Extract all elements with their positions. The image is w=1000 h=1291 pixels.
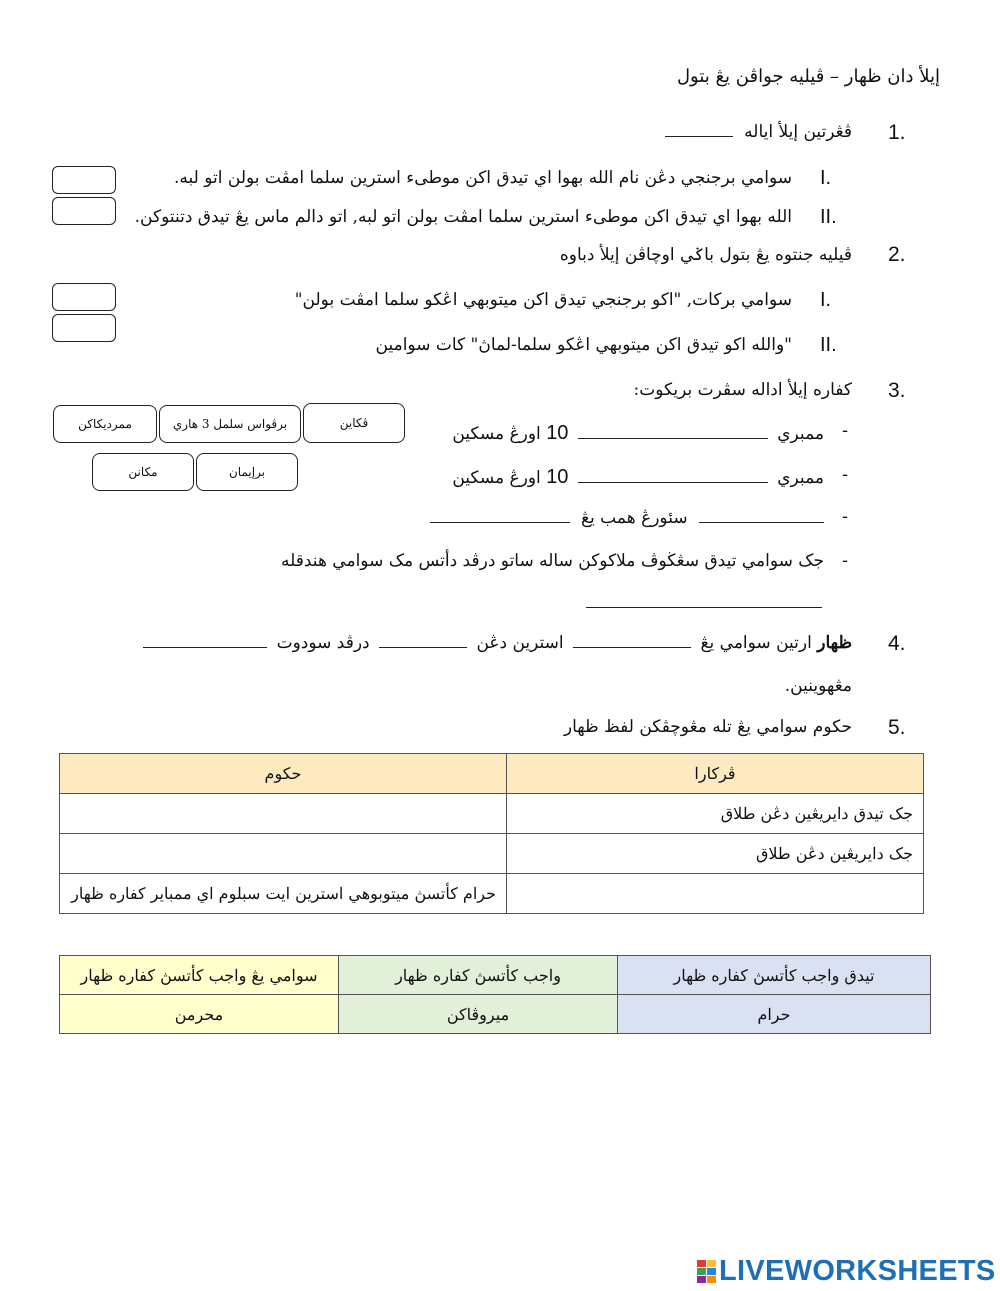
q2-item1-answer-box[interactable] (52, 283, 116, 311)
q2-item1-text: سوامي برکات, "اکو برجنجي تيدق اکن ميتوبهي اڠکو سلما امڤت بولن" (294, 290, 792, 310)
q3-line4-text: جک سوامي تيدق سڠڬوڤ ملاکوکن ساله ساتو درڤد دأتس مک سوامي هندقله (281, 551, 824, 571)
table-row (60, 834, 924, 874)
q1-item2-roman: II. (820, 206, 837, 228)
hukum-table (59, 753, 924, 914)
q3-prompt: کفاره إيلأ اداله سڤرت بريکوت: (633, 380, 852, 400)
hukum-table-header (60, 754, 924, 794)
q3-line1-count: 10 (546, 422, 569, 444)
options-header-row (60, 956, 931, 995)
row2-perkara: جک دايريڠين دڠن طلاق (507, 834, 924, 874)
q2-item1-roman: I. (820, 289, 832, 311)
q2-item2-roman: II. (820, 334, 837, 356)
q3-bullet-3: - (842, 506, 849, 527)
q4-sentence (143, 633, 852, 653)
row2-hukum-drop-target[interactable] (60, 834, 507, 874)
row3-perkara-drop-target[interactable] (507, 874, 924, 914)
q3-line3-middle: سئورڠ همب يڠ (581, 508, 688, 528)
q3-bullet-1: - (842, 420, 849, 441)
q1-item1-roman: I. (820, 167, 832, 189)
q4-continuation: مڠهوينين. (784, 676, 852, 696)
q2-number: 2. (888, 243, 906, 266)
q4-text-a: ارتين سوامي يڠ (700, 633, 812, 653)
q3-line3-blank-b[interactable] (430, 521, 570, 523)
q3-line1-label: ممبري (777, 424, 824, 444)
q3-line-3 (430, 508, 824, 528)
q2-item2-text: "والله اکو تيدق اکن ميتوبهي اڠکو سلما-لماڽ" کات سوامين (375, 335, 792, 355)
q5-prompt: حکوم سوامي يڠ تله مڠوچڤکن لفظ ظهار (563, 717, 852, 737)
row1-hukum-drop-target[interactable] (60, 794, 507, 834)
logo-text: LIVEWORKSHEETS (719, 1255, 996, 1287)
choice-food[interactable]: مکانن (92, 453, 194, 491)
q2-prompt: ڤيليه جنتوه يڠ بتول باݢي اوچاڤن إيلأ دباوه (559, 245, 852, 265)
q3-number: 3. (888, 379, 906, 402)
q3-bullet-4: - (842, 550, 849, 571)
q1-number: 1. (888, 121, 906, 144)
q4-blank-3[interactable] (143, 646, 267, 648)
q3-line4-blank[interactable] (586, 606, 822, 608)
q1-prompt-text: ڤڠرتين إيلأ اياله (744, 122, 852, 142)
q3-line-1 (452, 422, 824, 445)
q5-number: 5. (888, 716, 906, 739)
q3-line-2 (452, 466, 824, 489)
header-hukum: حکوم (60, 754, 507, 794)
table-row (60, 874, 924, 914)
opt-header-3: سوامي يڠ واجب کأتسڽ کفاره ظهار (60, 956, 339, 995)
choice-free-slave[interactable]: ممرديکاکن (53, 405, 157, 443)
opt-value-mahram[interactable]: محرمن (60, 995, 339, 1034)
choice-believer[interactable]: برإيمان (196, 453, 298, 491)
liveworksheets-logo (697, 1255, 996, 1288)
header-perkara: ڤرکارا (507, 754, 924, 794)
options-table (59, 955, 931, 1034)
q1-item2-text: الله بهوا اي تيدق اکن موطىء استرين سلما امڤت بولن اتو لبه, اتو دالم ماس يڠ تيدق دتنتوکن. (134, 207, 792, 227)
opt-value-merupakan[interactable]: ميروڤاکن (339, 995, 618, 1034)
table-row (60, 794, 924, 834)
q3-line2-label: ممبري (777, 468, 824, 488)
q3-line2-suffix: اورڠ مسکين (452, 468, 541, 488)
logo-icon (697, 1260, 716, 1283)
q4-bold-word: ظهار (817, 633, 852, 653)
q1-prompt (665, 122, 852, 142)
row1-perkara: جک تيدق دايريڠين دڠن طلاق (507, 794, 924, 834)
q3-line3-blank-a[interactable] (699, 521, 824, 523)
opt-header-2: واجب کأتسڽ کفاره ظهار (339, 956, 618, 995)
q3-line2-blank[interactable] (578, 481, 768, 483)
options-value-row (60, 995, 931, 1034)
opt-header-1: تيدق واجب کأتسڽ کفاره ظهار (618, 956, 931, 995)
q3-bullet-2: - (842, 464, 849, 485)
q4-blank-2[interactable] (379, 646, 467, 648)
q3-line1-blank[interactable] (578, 437, 768, 439)
q4-text-c: درڤد سودوت (276, 633, 370, 653)
worksheet-title: إيلأ دان ظهار – ڤيليه جواڤن يڠ بتول (676, 66, 940, 87)
q4-number: 4. (888, 632, 906, 655)
q4-blank-1[interactable] (573, 646, 691, 648)
choice-fast-3-days[interactable]: برڤواس سلمل 3 هاري (159, 405, 301, 443)
q1-item1-text: سوامي برجنجي دڠن نام الله بهوا اي تيدق اکن موطىء استرين سلما امڤت بولن اتو لبه. (174, 168, 792, 188)
q1-answer-line[interactable] (665, 135, 733, 137)
q4-text-b: استرين دڠن (476, 633, 564, 653)
row3-hukum: حرام کأتسڽ ميتوبوهي استرين ايت سبلوم اي ممباير کفاره ظهار (60, 874, 507, 914)
choice-clothing[interactable]: ڤکاين (303, 403, 405, 443)
opt-value-haram[interactable]: حرام (618, 995, 931, 1034)
q1-item1-answer-box[interactable] (52, 166, 116, 194)
q1-item2-answer-box[interactable] (52, 197, 116, 225)
q2-item2-answer-box[interactable] (52, 314, 116, 342)
q3-line1-suffix: اورڠ مسکين (452, 424, 541, 444)
q3-line2-count: 10 (546, 466, 569, 488)
